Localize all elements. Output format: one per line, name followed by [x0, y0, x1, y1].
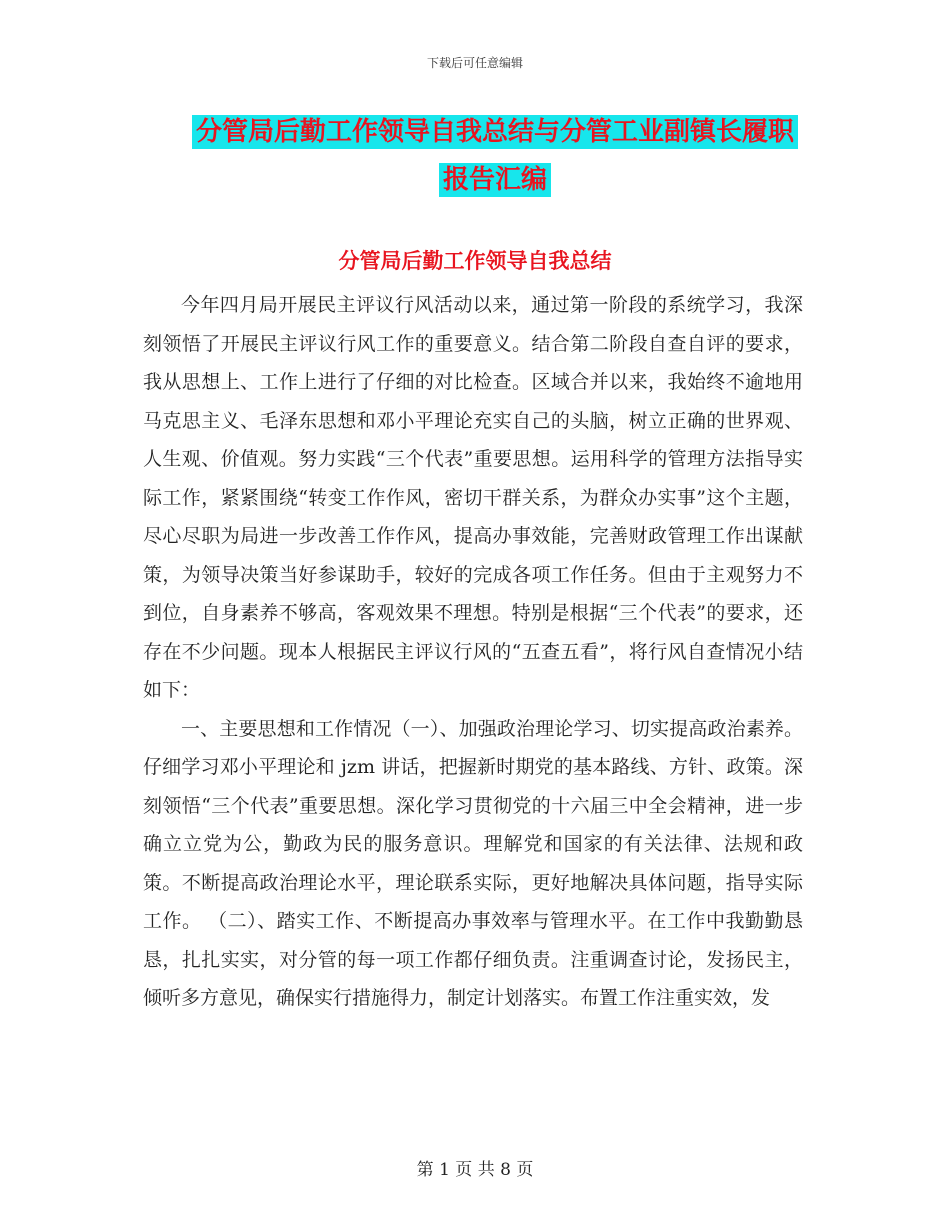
header-note: 下载后可任意编辑: [426, 56, 523, 70]
footer-suffix: 页: [516, 1160, 534, 1180]
footer-current-page: 1: [439, 1160, 450, 1180]
footer-total-pages: 8: [500, 1160, 511, 1180]
section-title: 分管局后勤工作领导自我总结: [338, 249, 612, 273]
document-title-line1: 分管局后勤工作领导自我总结与分管工业副镇长履职: [192, 115, 798, 149]
paragraph-1: 今年四月局开展民主评议行风活动以来，通过第一阶段的系统学习，我深刻领悟了开展民主评议行风工作的重要意义。结合第二阶段自查自评的要求，我从思想上、工作上进行了仔细的对比检查。区域合并以来，我始终不逾地用马克思主义、毛泽东思想和邓小平理论充实自己的头脑，树立正确的世界观、人生观、价值观。努力实践“三个代表”重要思想。运用科学的管理方法指导实际工作，紧紧围绕“转变工作作风，密切干群关系，为群众办实事”这个主题，尽心尽职为局进一步改善工作作风，提高办事效能，完善财政管理工作出谋献策，为领导决策当好参谋助手，较好的完成各项工作任务。但由于主观努力不到位，自身素养不够高，客观效果不理想。特别是根据“三个代表”的要求，还存在不少问题。现本人根据民主评议行风的“五查五看”，将行风自查情况小结如下：: [143, 294, 803, 701]
document-title: [150, 108, 840, 204]
page-footer: [0, 1155, 950, 1180]
document-title-line2: 报告汇编: [439, 163, 551, 197]
footer-prefix: 第: [416, 1160, 434, 1180]
footer-middle: 页 共: [455, 1160, 495, 1180]
body-text: [143, 286, 803, 1018]
paragraph-2: 一、主要思想和工作情况（一）、加强政治理论学习、切实提高政治素养。仔细学习邓小平理论和 jzm 讲话，把握新时期党的基本路线、方针、政策。深刻领悟“三个代表”重要思想。深化学习贯彻党的十六届三中全会精神，进一步确立立党为公，勤政为民的服务意识。理解党和国家的有关法律、法规和政策。不断提高政治理论水平，理论联系实际，更好地解决具体问题，指导实际工作。 （二）、踏实工作、不断提高办事效率与管理水平。在工作中我勤勤恳恳，扎扎实实，对分管的每一项工作都仔细负责。注重调查讨论，发扬民主，倾听多方意见，确保实行措施得力，制定计划落实。布置工作注重实效，发: [143, 717, 803, 1009]
